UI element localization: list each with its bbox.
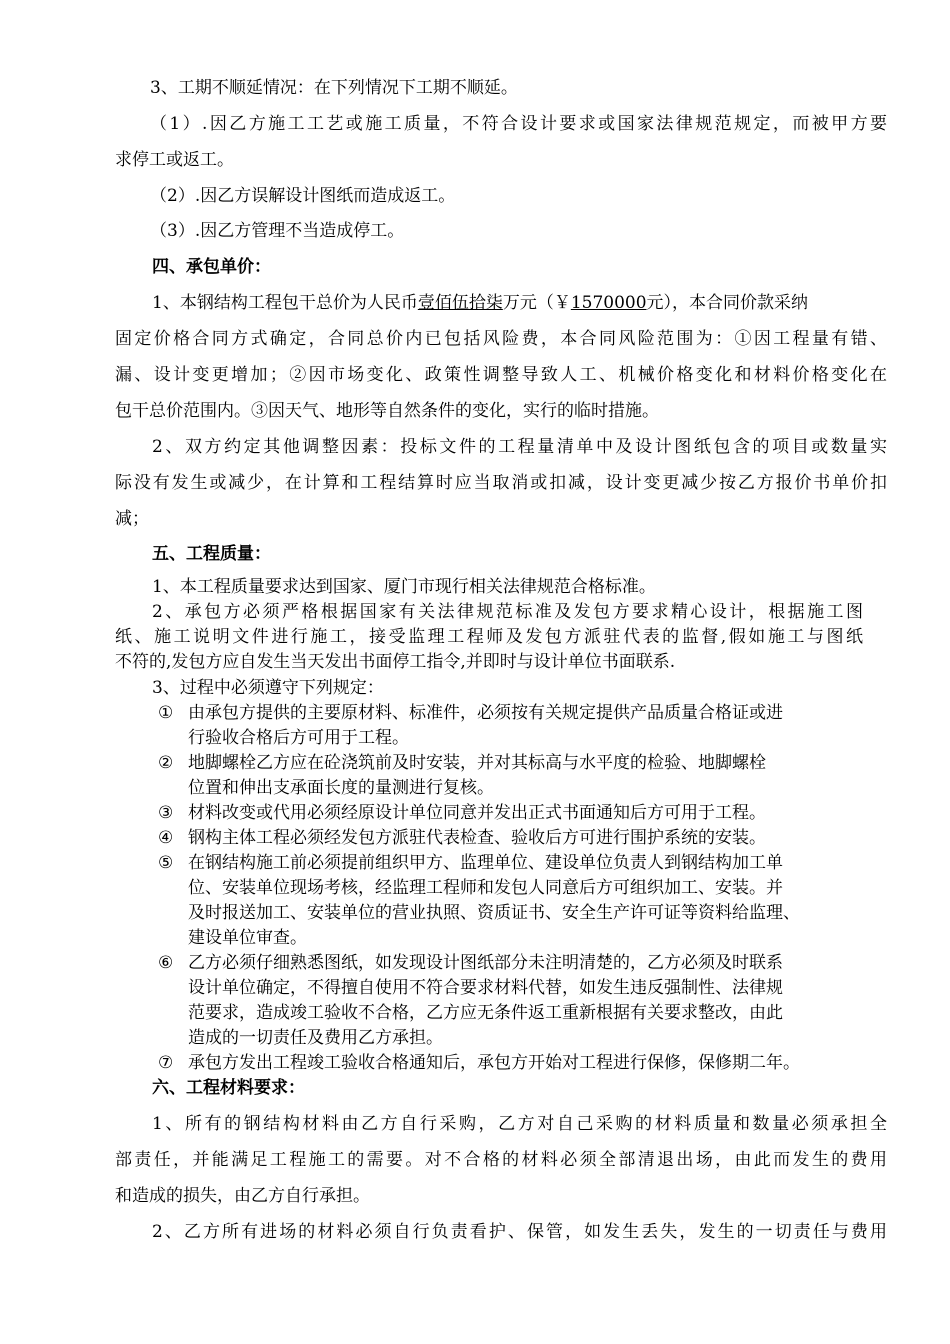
- contract-amount-number: 1570000: [570, 293, 647, 313]
- section-6-heading: 六、工程材料要求：: [152, 1078, 305, 1098]
- rule-6-line-2: 设计单位确定，不得擅自使用不符合要求材料代替，如发生违反强制性、法律规: [188, 978, 783, 998]
- rule-2-line-1: 地脚螺栓乙方应在砼浇筑前及时安装，并对其标高与水平度的检验、地脚螺栓: [188, 753, 766, 773]
- section-4-p1-line-4: 包干总价范围内。③因天气、地形等自然条件的变化，实行的临时措施。: [115, 401, 659, 421]
- clause-3-item-2: （2）.因乙方误解设计图纸而造成返工。: [150, 186, 456, 206]
- rule-7-number: ⑦: [158, 1053, 174, 1073]
- section-4-p1-mid: 万元（￥: [502, 293, 571, 313]
- rule-7-line-1: 承包方发出工程竣工验收合格通知后，承包方开始对工程进行保修，保修期二年。: [188, 1053, 800, 1073]
- section-6-p1-line-1: 1、所有的钢结构材料由乙方自行采购，乙方对自己采购的材料质量和数量必须承担全: [152, 1114, 887, 1134]
- rule-2-line-2: 位置和伸出支承面长度的量测进行复核。: [188, 778, 494, 798]
- rule-5-line-2: 位、安装单位现场考核，经监理工程师和发包人同意后方可组织加工、安装。并: [188, 878, 783, 898]
- rule-5-line-4: 建设单位审查。: [188, 928, 307, 948]
- rule-5-line-3: 及时报送加工、安装单位的营业执照、资质证书、安全生产许可证等资料给监理、: [188, 903, 800, 923]
- clause-3-item-1-line-2: 求停工或返工。: [115, 150, 234, 170]
- section-6-p1-line-2: 部责任，并能满足工程施工的需要。对不合格的材料必须全部清退出场，由此而发生的费用: [115, 1150, 887, 1170]
- section-5-p2-line-1: 2、承包方必须严格根据国家有关法律规范标准及发包方要求精心设计，根据施工图: [152, 602, 863, 622]
- clause-3-item-1-line-1: （1）.因乙方施工工艺或施工质量，不符合设计要求或国家法律规范规定，而被甲方要: [150, 114, 887, 134]
- section-4-p2-line-3: 减；: [115, 509, 149, 529]
- rule-3-line-1: 材料改变或代用必须经原设计单位同意并发出正式书面通知后方可用于工程。: [188, 803, 766, 823]
- section-5-p2-line-3: 不符的,发包方应自发生当天发出书面停工指令,并即时与设计单位书面联系.: [115, 652, 676, 672]
- rule-6-line-1: 乙方必须仔细熟悉图纸，如发现设计图纸部分未注明清楚的，乙方必须及时联系: [188, 953, 783, 973]
- rule-1-number: ①: [158, 703, 174, 723]
- rule-2-number: ②: [158, 753, 174, 773]
- contract-amount-words: 壹佰伍拾柒: [417, 293, 503, 313]
- clause-3-heading: 3、工期不顺延情况：在下列情况下工期不顺延。: [150, 78, 518, 98]
- section-5-p1: 1、本工程质量要求达到国家、厦门市现行相关法律规范合格标准。: [152, 577, 656, 597]
- section-5-p3: 3、过程中必须遵守下列规定：: [152, 678, 384, 698]
- section-4-p1-line-2: 固定价格合同方式确定，合同总价内已包括风险费，本合同风险范围为：①因工程量有错、: [115, 329, 887, 349]
- rule-6-line-4: 造成的一切责任及费用乙方承担。: [188, 1028, 443, 1048]
- rule-1-line-1: 由承包方提供的主要原材料、标准件，必须按有关规定提供产品质量合格证或进: [188, 703, 783, 723]
- section-5-p2-line-2: 纸、施工说明文件进行施工，接受监理工程师及发包方派驻代表的监督,假如施工与图纸: [115, 627, 863, 647]
- section-6-p1-line-3: 和造成的损失，由乙方自行承担。: [115, 1186, 370, 1206]
- rule-4-line-1: 钢构主体工程必须经发包方派驻代表检查、验收后方可进行围护系统的安装。: [188, 828, 766, 848]
- section-4-p1-suffix: 元），本合同价款采纳: [646, 293, 809, 313]
- rule-5-number: ⑤: [158, 853, 174, 873]
- section-4-p2-line-1: 2、双方约定其他调整因素：投标文件的工程量清单中及设计图纸包含的项目或数量实: [152, 437, 887, 457]
- rule-5-line-1: 在钢结构施工前必须提前组织甲方、监理单位、建设单位负责人到钢结构加工单: [188, 853, 783, 873]
- rule-6-number: ⑥: [158, 953, 174, 973]
- rule-4-number: ④: [158, 828, 174, 848]
- section-4-heading: 四、承包单价：: [152, 257, 271, 277]
- rule-1-line-2: 行验收合格后方可用于工程。: [188, 728, 409, 748]
- clause-3-item-3: （3）.因乙方管理不当造成停工。: [150, 221, 405, 241]
- section-5-heading: 五、工程质量：: [152, 544, 271, 564]
- section-4-p1-line-1: [152, 292, 808, 314]
- section-4-p1-line-3: 漏、设计变更增加；②因市场变化、政策性调整导致人工、机械价格变化和材料价格变化在: [115, 365, 887, 385]
- rule-3-number: ③: [158, 803, 174, 823]
- rule-6-line-3: 范要求，造成竣工验收不合格，乙方应无条件返工重新根据有关要求整改，由此: [188, 1003, 783, 1023]
- section-4-p1-prefix: 1、本钢结构工程包干总价为人民币: [152, 293, 418, 313]
- section-6-p2-line-1: 2、乙方所有进场的材料必须自行负责看护、保管，如发生丢失，发生的一切责任与费用: [152, 1222, 887, 1242]
- section-4-p2-line-2: 际没有发生或减少，在计算和工程结算时应当取消或扣减，设计变更减少按乙方报价书单价扣: [115, 473, 887, 493]
